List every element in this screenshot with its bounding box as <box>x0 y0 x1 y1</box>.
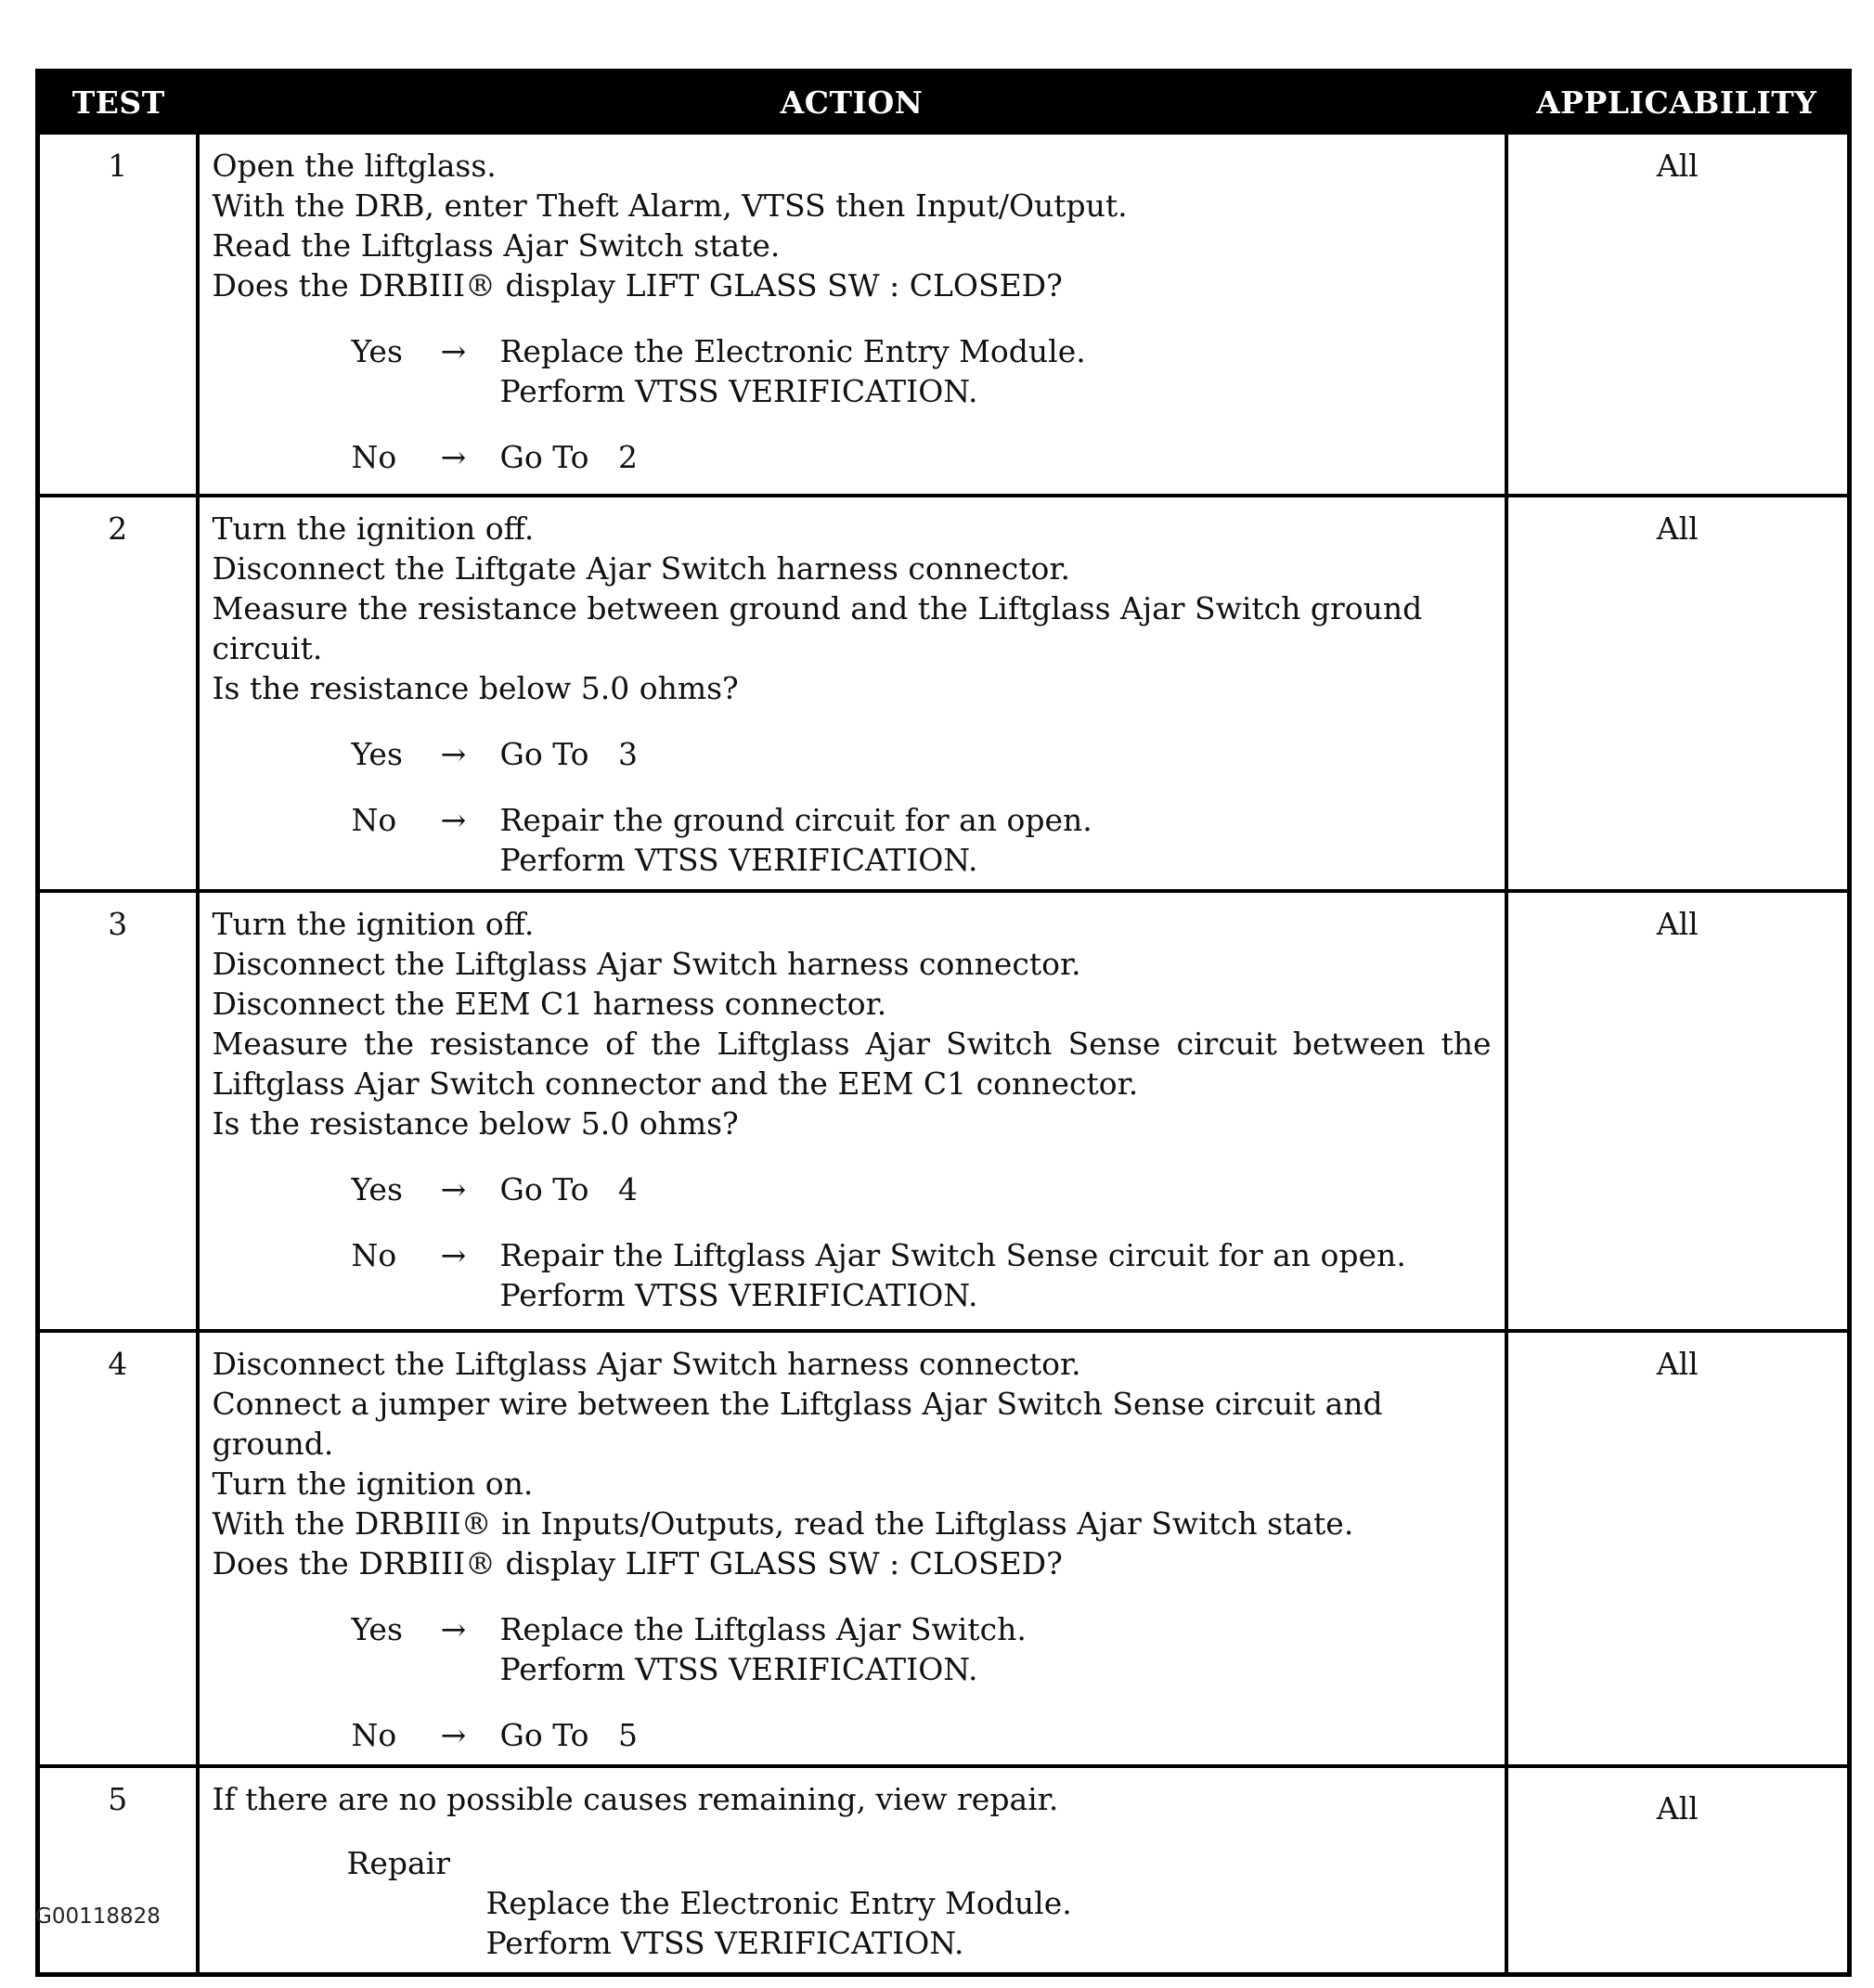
action-step: Connect a jumper wire between the Liftglass Ajar Switch Sense circuit and ground. <box>212 1386 1383 1462</box>
no-answer <box>352 437 1492 477</box>
yes-answer <box>352 734 1492 774</box>
applicability-value: All <box>1506 891 1850 1331</box>
table-row <box>38 1331 1850 1766</box>
header-action: ACTION <box>198 71 1506 134</box>
action-step: Disconnect the Liftglass Ajar Switch harness connector. <box>212 1346 1081 1382</box>
no-label: No <box>351 802 397 838</box>
applicability-value: All <box>1506 1766 1850 1975</box>
diagnostic-table <box>35 69 1852 1977</box>
yes-result: Go To 3 <box>499 736 638 772</box>
action-step: Measure the resistance between ground and the Liftglass Ajar Switch ground circuit. <box>212 590 1423 666</box>
no-result: Go To 5 <box>499 1717 638 1753</box>
repair-step: Perform VTSS VERIFICATION. <box>485 1925 964 1961</box>
no-answer <box>352 800 1492 880</box>
applicability-value: All <box>1506 1331 1850 1766</box>
repair-step: Replace the Electronic Entry Module. <box>485 1885 1072 1921</box>
right-arrow-icon: → <box>440 1611 467 1647</box>
test-number: 2 <box>38 496 198 891</box>
action-step: Does the DRBIII® display LIFT GLASS SW : CLOSED? <box>212 267 1063 303</box>
yes-result: Perform VTSS VERIFICATION. <box>499 373 978 409</box>
action-step: Disconnect the Liftglass Ajar Switch harness connector. <box>212 946 1081 982</box>
action-step: Is the resistance below 5.0 ohms? <box>212 1105 739 1142</box>
test-number: 4 <box>38 1331 198 1766</box>
applicability-value: All <box>1506 496 1850 891</box>
action-cell <box>198 133 1506 496</box>
test-number: 1 <box>38 133 198 496</box>
no-label: No <box>351 1717 397 1753</box>
no-result: Repair the Liftglass Ajar Switch Sense circuit for an open. <box>499 1237 1406 1273</box>
yes-result: Go To 4 <box>499 1171 638 1207</box>
yes-label: Yes <box>351 1171 403 1207</box>
header-applicability: APPLICABILITY <box>1506 71 1850 134</box>
repair-block <box>347 1843 1492 1963</box>
action-cell <box>198 891 1506 1331</box>
applicability-value: All <box>1506 133 1850 496</box>
header-row <box>38 71 1850 134</box>
action-step: If there are no possible causes remaining, view repair. <box>212 1781 1059 1817</box>
right-arrow-icon: → <box>440 333 467 369</box>
no-result: Repair the ground circuit for an open. <box>499 802 1092 838</box>
figure-id: G00118828 <box>35 1904 161 1929</box>
action-cell <box>198 1766 1506 1975</box>
yes-result: Replace the Liftglass Ajar Switch. <box>499 1611 1027 1647</box>
table-row <box>38 133 1850 496</box>
action-step: Turn the ignition off. <box>212 510 535 547</box>
test-number: 5 <box>38 1766 198 1975</box>
test-number: 3 <box>38 891 198 1331</box>
right-arrow-icon: → <box>440 1717 467 1753</box>
yes-answer <box>352 1169 1492 1209</box>
right-arrow-icon: → <box>440 1171 467 1207</box>
yes-result: Replace the Electronic Entry Module. <box>499 333 1086 369</box>
no-label: No <box>351 439 397 475</box>
yes-answer <box>352 331 1492 411</box>
no-answer <box>352 1715 1492 1755</box>
action-step: Open the liftglass. <box>212 148 497 184</box>
action-step: With the DRBIII® in Inputs/Outputs, read the Liftglass Ajar Switch state. <box>212 1505 1354 1542</box>
action-step: Disconnect the Liftgate Ajar Switch harness connector. <box>212 550 1070 587</box>
no-result: Perform VTSS VERIFICATION. <box>499 1277 978 1313</box>
no-label: No <box>351 1237 397 1273</box>
action-cell <box>198 496 1506 891</box>
action-step: Turn the ignition on. <box>212 1465 534 1502</box>
right-arrow-icon: → <box>440 736 467 772</box>
action-step: Read the Liftglass Ajar Switch state. <box>212 227 781 264</box>
no-answer <box>352 1235 1492 1315</box>
yes-label: Yes <box>351 1611 403 1647</box>
yes-result: Perform VTSS VERIFICATION. <box>499 1651 978 1687</box>
action-step: With the DRB, enter Theft Alarm, VTSS then Input/Output. <box>212 187 1128 224</box>
action-cell <box>198 1331 1506 1766</box>
yes-answer <box>352 1609 1492 1689</box>
header-test: TEST <box>38 71 198 134</box>
table-row <box>38 1766 1850 1975</box>
yes-label: Yes <box>351 736 403 772</box>
no-result: Perform VTSS VERIFICATION. <box>499 842 978 878</box>
table-row <box>38 891 1850 1331</box>
action-step: Measure the resistance of the Liftglass Ajar Switch Sense circuit between the Liftglass Ajar Switch connector and the EEM C1 connector. <box>212 1026 1492 1102</box>
right-arrow-icon: → <box>440 802 467 838</box>
repair-label: Repair <box>346 1845 451 1881</box>
action-step: Is the resistance below 5.0 ohms? <box>212 670 739 706</box>
action-step: Disconnect the EEM C1 harness connector. <box>212 986 887 1022</box>
yes-label: Yes <box>351 333 403 369</box>
action-step: Does the DRBIII® display LIFT GLASS SW : CLOSED? <box>212 1545 1063 1581</box>
table-row <box>38 496 1850 891</box>
no-result: Go To 2 <box>499 439 638 475</box>
action-step: Turn the ignition off. <box>212 906 535 942</box>
right-arrow-icon: → <box>440 1237 467 1273</box>
right-arrow-icon: → <box>440 439 467 475</box>
